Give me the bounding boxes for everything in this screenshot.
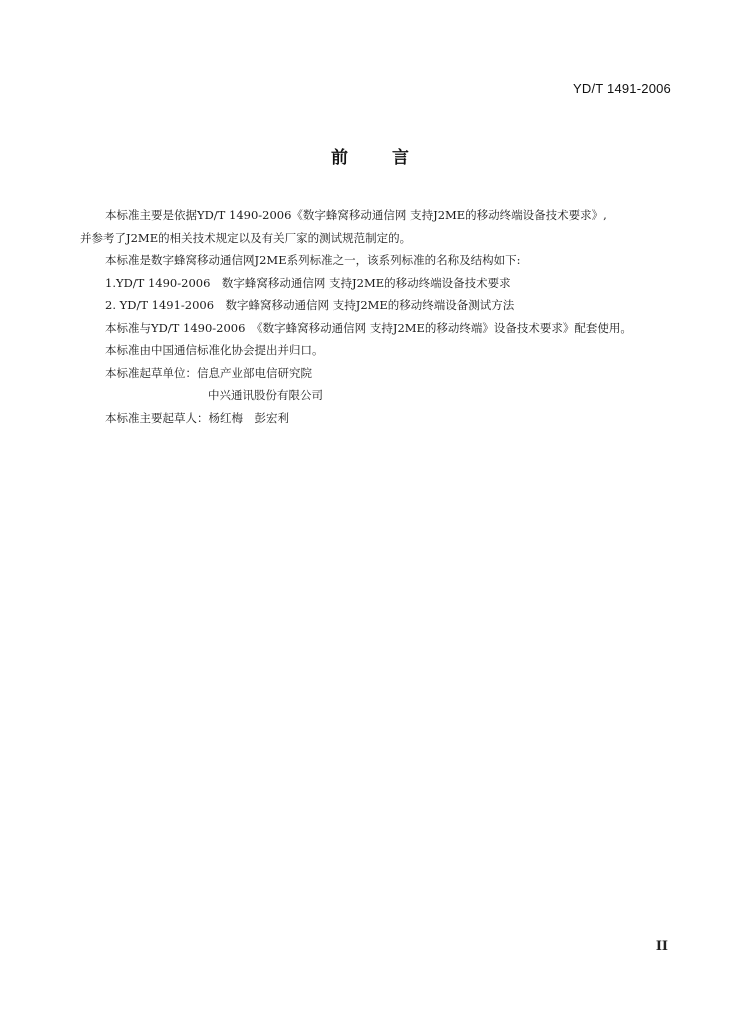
page-number: II [655, 939, 668, 954]
page-title [0, 143, 740, 168]
paragraph-1-line-2: 并参考了J2ME的相关技术规定以及有关厂家的测试规范制定的。 [80, 230, 412, 245]
paragraph-6: 本标准主要起草人：杨红梅 彭宏利 [105, 410, 289, 425]
standard-code: YD/T 1491-2006 [573, 81, 671, 96]
list-item-2: 2. YD/T 1491-2006 数字蜂窝移动通信网 支持J2ME的移动终端设备测试方法 [105, 298, 515, 312]
foreword-body [80, 204, 680, 429]
title-char-1: 前 [331, 148, 348, 168]
paragraph-2: 本标准是数字蜂窝移动通信网J2ME系列标准之一，该系列标准的名称及结构如下: [105, 253, 521, 267]
paragraph-4: 本标准由中国通信标准化协会提出并归口。 [105, 343, 324, 357]
list-item-1: 1.YD/T 1490-2006 数字蜂窝移动通信网 支持J2ME的移动终端设备技术要求 [105, 275, 511, 290]
paragraph-5-continuation: 中兴通讯股份有限公司 [208, 388, 323, 402]
title-char-2: 言 [392, 148, 409, 168]
paragraph-5: 本标准起草单位：信息产业部电信研究院 [105, 365, 312, 380]
paragraph-1-line-1: 本标准主要是依据YD/T 1490-2006《数字蜂窝移动通信网 支持J2ME的移动终端设备技术要求》, [105, 208, 607, 222]
paragraph-3: 本标准与YD/T 1490-2006 《数字蜂窝移动通信网 支持J2ME的移动终端》设备技术要求》配套使用。 [105, 320, 632, 335]
